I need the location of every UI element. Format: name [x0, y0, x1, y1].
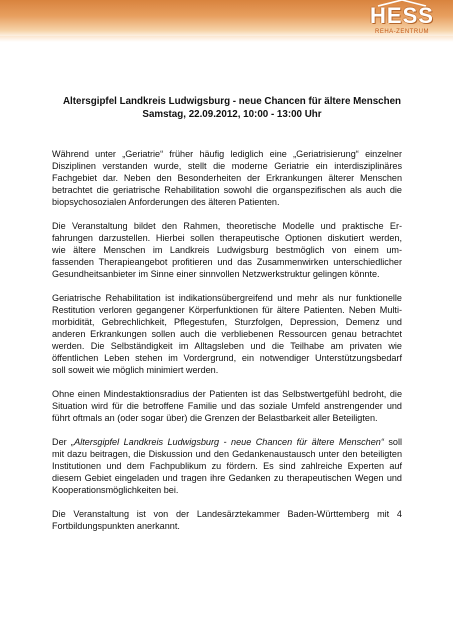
- logo-wordmark: HESS: [370, 3, 434, 28]
- text-line: soll soweit wie möglich minimiert werden.: [52, 365, 219, 375]
- text-line: Die Veranstaltung ist von der Landesärztekammer Baden-Württemberg mit 4: [52, 509, 402, 519]
- event-name-italic: „Altersgipfel Landkreis Ludwigsburg - neue Chancen für ältere Menschen“: [71, 437, 384, 447]
- title-line-1: Altersgipfel Landkreis Ludwigsburg - neue Chancen für ältere Menschen: [62, 96, 402, 107]
- text-line: werden. Die Selbständigkeit im Alltagsleben und die Teilhabe am privaten wie: [52, 341, 402, 351]
- text-line: morbidität, Gebrechlichkeit, Pflegestufen, Sturzfolgen, Depression, Demenz und: [52, 317, 402, 327]
- text-line: Gesundheitsanbieter im Sinne einer sinnvollen Netzwerkstruktur gelingen könnte.: [52, 269, 380, 279]
- text-line: fassenden Therapieangebot profitieren und das Zusammenwirken unterschiedlicher: [52, 257, 402, 267]
- text-line: fahrungen darzustellen. Hierbei sollen therapeutische Optionen diskutiert werden,: [52, 233, 402, 243]
- text-line: Fortbildungspunkten anerkannt.: [52, 521, 180, 531]
- text-line: anderen Erkrankungen sollen auch die verbliebenen Ressourcen genau betrachtet: [52, 329, 402, 339]
- logo-tagline: REHA-ZENTRUM: [375, 29, 429, 35]
- title-line-2: Samstag, 22.09.2012, 10:00 - 13:00 Uhr: [142, 109, 322, 120]
- text-line: Situation wird für die betroffene Familie und das soziale Umfeld anstrengender und: [52, 401, 402, 411]
- text-line: mit dazu beitragen, die Diskussion und den Gedankenaustausch unter den beteiligten: [52, 449, 402, 459]
- text-line: Die Veranstaltung bildet den Rahmen, theoretische Modelle und praktische Er-: [52, 221, 402, 231]
- paragraph: [52, 388, 402, 424]
- text-line: wie ältere Menschen im Landkreis Ludwigsburg bestmöglich von einem um-: [52, 245, 402, 255]
- text-line: öffentlichen Leben stehen im Vordergrund, ein notwendiger Unterstützungsbedarf: [52, 353, 402, 363]
- document-title: [62, 95, 402, 121]
- document-body: [52, 148, 402, 544]
- paragraph: [52, 292, 402, 376]
- text-line: Während unter „Geriatrie“ früher häufig lediglich eine „Geriatrisierung“ einzelner: [52, 149, 402, 159]
- paragraph: [52, 148, 402, 208]
- text-line: diesem Gebiet eingeladen und tragen ihre Gedanken zu therapeutischen Wegen und: [52, 473, 402, 483]
- text-line: Ohne einen Mindestaktionsradius der Patienten ist das Selbstwertgefühl bedroht, die: [52, 389, 402, 399]
- hess-logo: [366, 5, 438, 37]
- paragraph: [52, 220, 402, 280]
- text-line: Restitution verloren gegangener Körperfunktionen für ältere Patienten. Neben Multi-: [52, 305, 402, 315]
- text-line: führt oftmals an (oder sogar über) die Grenzen der Belastbarkeit aller Beteiligten.: [52, 413, 378, 423]
- text-line: Geriatrische Rehabilitation ist indikationsübergreifend und mehr als nur funktionelle: [52, 293, 402, 303]
- text-line: biopsychosozialen Anforderungen des älteren Patienten.: [52, 197, 280, 207]
- text-line: Kooperationsmöglichkeiten bei.: [52, 485, 179, 495]
- text-line: Fachgebiet dar. Neben den Besonderheiten der Erkrankungen älterer Menschen: [52, 173, 402, 183]
- text-line: Der „Altersgipfel Landkreis Ludwigsburg - neue Chancen für ältere Menschen“ soll: [52, 437, 403, 447]
- text-line: Disziplinen verstanden wurde, stellt die moderne Geriatrie ein interdisziplinäres: [52, 161, 402, 171]
- paragraph: [52, 508, 402, 532]
- text-line: Institutionen und dem Fachpublikum zu fördern. Es sind zahlreiche Experten auf: [52, 461, 402, 471]
- paragraph: [52, 436, 402, 496]
- text-line: betrachtet die geriatrische Rehabilitation sowohl die organspezifischen als auch die: [52, 185, 402, 195]
